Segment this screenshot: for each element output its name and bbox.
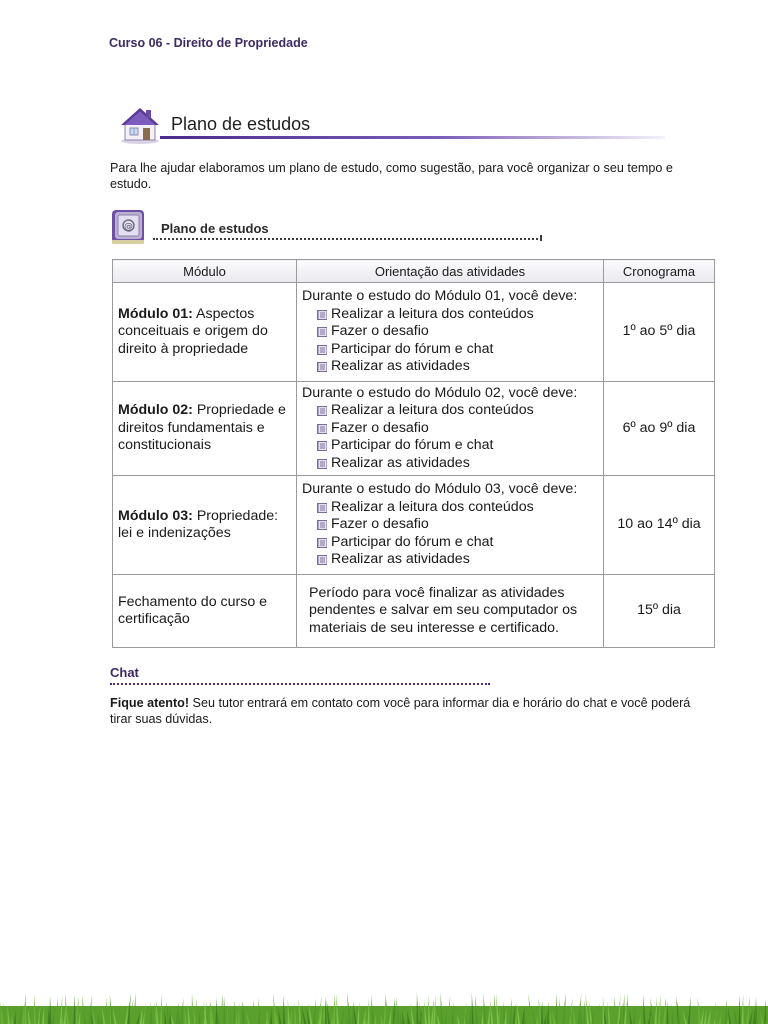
column-header-guidance: Orientação das atividades: [297, 260, 604, 283]
notebook-icon-graphic: [316, 423, 328, 435]
notebook-icon: [316, 537, 328, 549]
notebook-icon: [316, 405, 328, 417]
schedule-cell: 1º ao 5º dia: [604, 283, 715, 382]
notebook-icon: [316, 519, 328, 531]
module-label: Módulo 02:: [118, 402, 193, 419]
notebook-icon: [316, 440, 328, 452]
activity-text: Realizar as atividades: [331, 551, 470, 568]
notebook-icon: [316, 554, 328, 566]
module-description: Propriedade: lei e indenizações: [118, 507, 279, 541]
column-header-module: Módulo: [113, 260, 297, 283]
grass-footer: [0, 988, 768, 1024]
activity-text: Fazer o desafio: [331, 516, 429, 533]
chat-message: Seu tutor entrará em contato com você para informar dia e horário do chat e você poderá tirar suas dúvidas.: [110, 696, 691, 726]
notebook-icon-graphic: [316, 537, 328, 549]
module-cell: [113, 382, 297, 476]
activity-text: Realizar a leitura dos conteúdos: [331, 498, 534, 515]
guidance-intro: Durante o estudo do Módulo 02, você deve:: [302, 384, 578, 401]
table-row: [113, 382, 715, 476]
list-item: [302, 499, 599, 517]
module-description: Propriedade e direitos fundamentais e constitucionais: [118, 402, 286, 454]
notebook-icon-graphic: [316, 502, 328, 514]
list-item: [302, 358, 599, 376]
intro-paragraph: Para lhe ajudar elaboramos um plano de estudo, como sugestão, para você organizar o seu tempo e estudo.: [110, 161, 673, 191]
table-header-row: [113, 260, 715, 283]
module-description: Aspectos conceituais e origem do direito à propriedade: [118, 305, 268, 357]
list-item: [302, 437, 599, 455]
activity-text: Fazer o desafio: [331, 419, 429, 436]
activity-text: Fazer o desafio: [331, 323, 429, 340]
activity-list: [302, 499, 599, 569]
notebook-icon-graphic: [316, 440, 328, 452]
list-item: [302, 455, 599, 473]
notebook-icon-graphic: [316, 405, 328, 417]
guidance-cell: [297, 283, 604, 382]
activity-text: Participar do fórum e chat: [331, 437, 494, 454]
house-icon: [118, 104, 162, 144]
activity-text: Realizar as atividades: [331, 358, 470, 375]
notebook-icon-graphic: [316, 326, 328, 338]
subsection-heading: [110, 208, 550, 248]
notebook-icon-graphic: [316, 344, 328, 356]
module-cell: [113, 476, 297, 575]
notebook-icon: [316, 344, 328, 356]
section-divider: [160, 136, 665, 139]
subsection-divider-end: [540, 235, 542, 241]
subsection-title: Plano de estudos: [161, 221, 269, 236]
guidance-cell: [297, 476, 604, 575]
schedule-cell: 6º ao 9º dia: [604, 382, 715, 476]
section-title: Plano de estudos: [171, 114, 311, 134]
activity-text: Participar do fórum e chat: [331, 340, 494, 357]
chat-heading: Chat: [110, 665, 139, 680]
list-item: [302, 306, 599, 324]
guidance-cell: [297, 575, 604, 648]
guidance-intro: Durante o estudo do Módulo 03, você deve:: [302, 481, 578, 498]
activity-text: Realizar a leitura dos conteúdos: [331, 402, 534, 419]
list-item: [302, 402, 599, 420]
course-header: Curso 06 - Direito de Propriedade: [109, 36, 308, 50]
activity-list: [302, 402, 599, 472]
guidance-intro: Durante o estudo do Módulo 01, você deve:: [302, 288, 578, 305]
activity-text: Participar do fórum e chat: [331, 533, 494, 550]
guidance-cell: [297, 382, 604, 476]
closing-description: Período para você finalizar as atividades pendentes e salvar em seu computador os materiais de seu interesse e certificado.: [309, 584, 578, 636]
notebook-icon-graphic: [316, 519, 328, 531]
section-heading: [118, 104, 668, 144]
schedule-cell: 15º dia: [604, 575, 715, 648]
notebook-icon: [316, 326, 328, 338]
list-item: [302, 341, 599, 359]
notebook-icon-graphic: [316, 309, 328, 321]
notebook-icon-graphic: [316, 554, 328, 566]
module-cell: Fechamento do curso e certificação: [113, 575, 297, 648]
study-plan-table: [112, 259, 715, 648]
list-item: [302, 420, 599, 438]
list-item: [302, 551, 599, 569]
svg-text:@: @: [124, 222, 133, 232]
subsection-divider: [153, 238, 542, 240]
notebook-icon: [316, 502, 328, 514]
chat-paragraph: [110, 695, 710, 727]
notebook-icon: [316, 423, 328, 435]
schedule-cell: 10 ao 14º dia: [604, 476, 715, 575]
module-label: Módulo 03:: [118, 507, 193, 524]
table-row: [113, 283, 715, 382]
list-item: [302, 323, 599, 341]
table-row: [113, 575, 715, 648]
activity-text: Realizar as atividades: [331, 454, 470, 471]
table-row: [113, 476, 715, 575]
chat-divider: [110, 683, 490, 685]
notebook-icon: [316, 458, 328, 470]
notebook-icon-graphic: [316, 458, 328, 470]
notebook-icon: [316, 361, 328, 373]
chat-alert: Fique atento!: [110, 696, 190, 710]
list-item: [302, 534, 599, 552]
module-cell: [113, 283, 297, 382]
notebook-icon-graphic: [316, 361, 328, 373]
module-label: Módulo 01:: [118, 305, 193, 322]
book-icon: [110, 208, 148, 246]
activity-list: [302, 306, 599, 376]
notebook-icon: [316, 309, 328, 321]
list-item: [302, 516, 599, 534]
column-header-schedule: Cronograma: [604, 260, 715, 283]
activity-text: Realizar a leitura dos conteúdos: [331, 305, 534, 322]
